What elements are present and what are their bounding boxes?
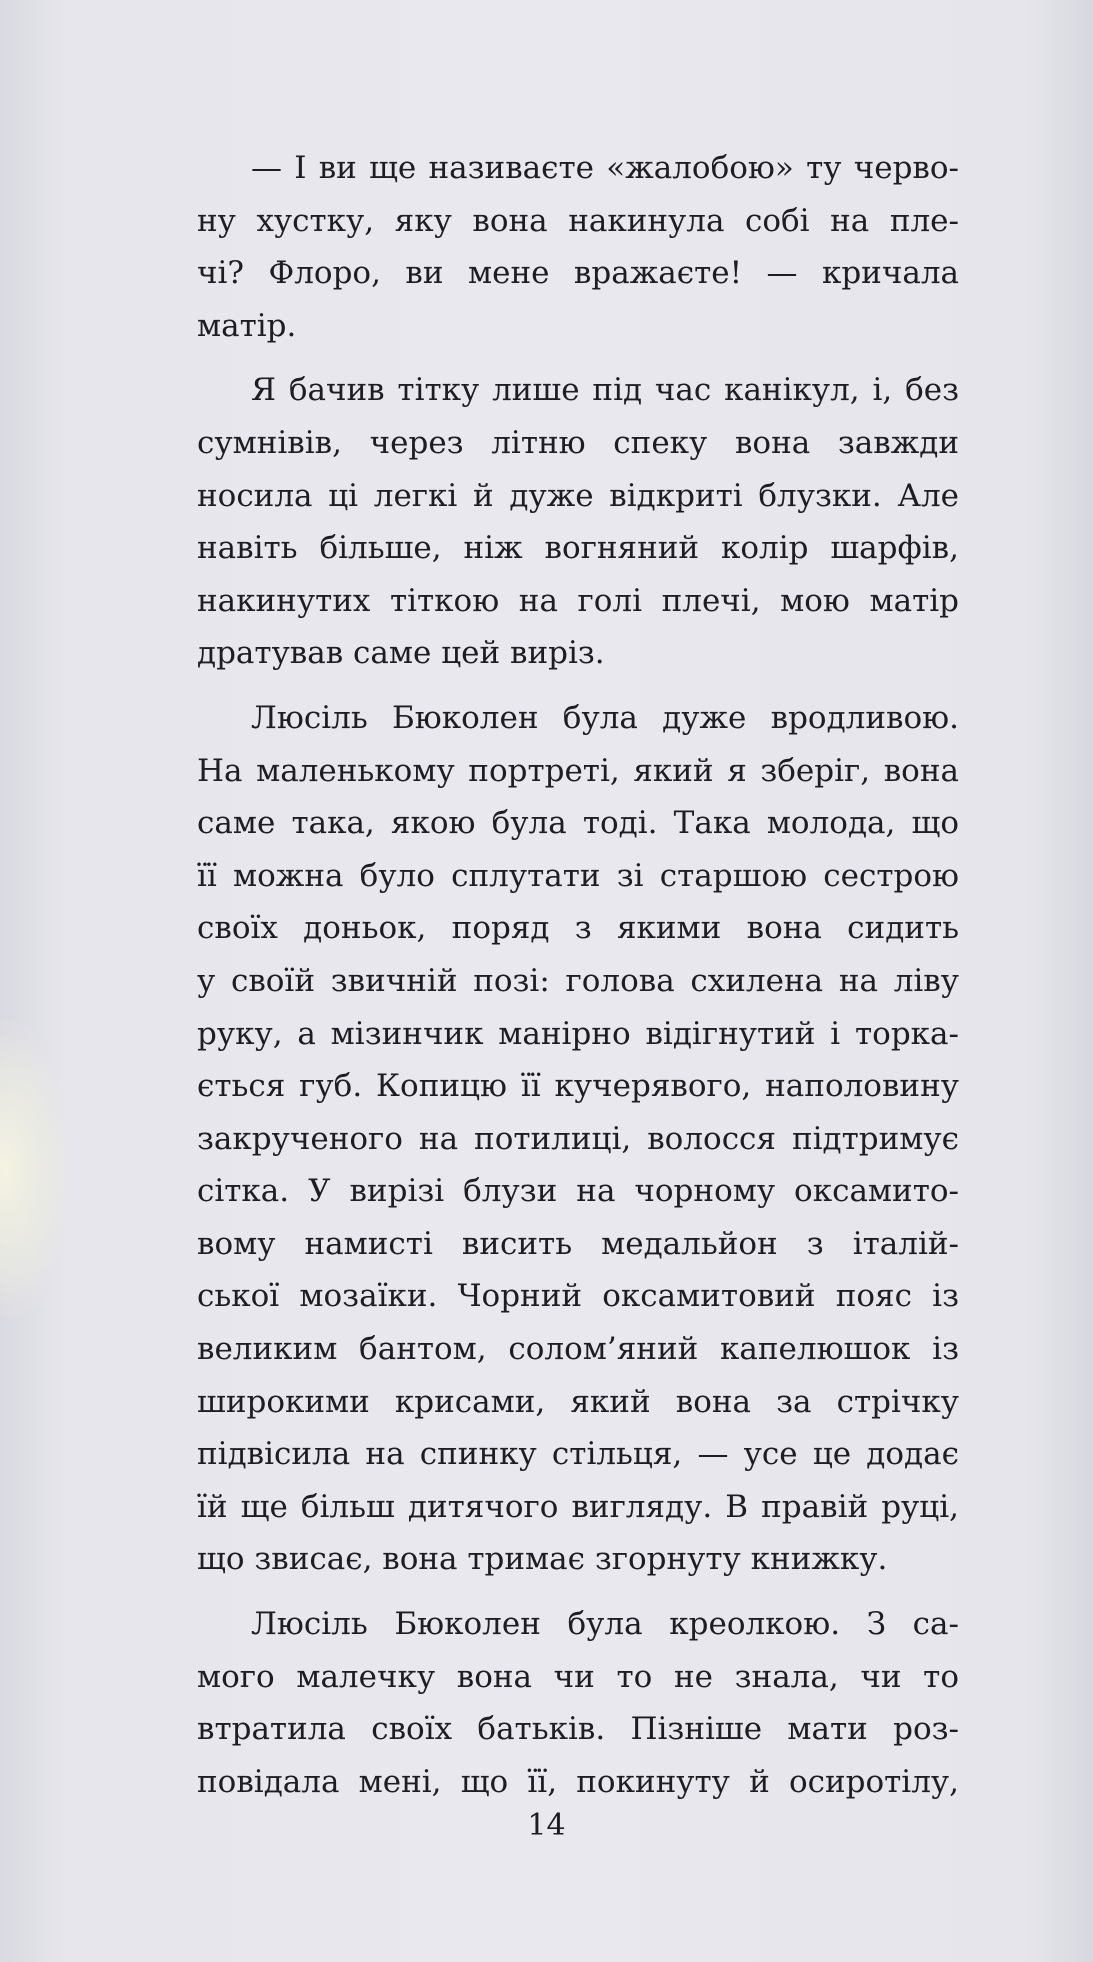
text-line: вому намисті висить медальйон з італій-: [197, 1225, 959, 1262]
light-reflection: [0, 1020, 70, 1320]
text-line: закрученого на потилиці, волосся підтримує: [197, 1120, 959, 1157]
text-line: що звисає, вона тримає згорнуту книжку.: [197, 1541, 888, 1578]
text-line: повідала мені, що її, покинуту й осиротілу,: [197, 1763, 959, 1800]
text-line: навіть більше, ніж вогняний колір шарфів,: [197, 530, 959, 567]
text-line: у своїй звичній позі: голова схилена на ліву: [197, 962, 959, 999]
text-line: саме така, якою була тоді. Така молода, що: [197, 805, 959, 842]
text-line: руку, а мізинчик манірно відігнутий і торка-: [197, 1015, 959, 1052]
text-line: великим бантом, солом’яний капелюшок із: [197, 1331, 959, 1368]
text-line: їй ще більш дитячого вигляду. В правій руці,: [197, 1488, 959, 1525]
text-line: Люсіль Бюколен була дуже вродливою.: [251, 699, 959, 736]
body-text: [197, 142, 959, 1808]
text-line: підвісила на спинку стільця, — усе це додає: [197, 1436, 959, 1473]
text-line: ну хустку, яку вона накинула собі на пле-: [197, 202, 959, 239]
text-line: мого малечку вона чи то не знала, чи то: [197, 1658, 959, 1695]
text-line: — І ви ще називаєте «жалобою» ту черво-: [251, 150, 959, 186]
text-line: втратила своїх батьків. Пізніше мати роз-: [197, 1711, 959, 1748]
text-line: дратував саме цей виріз.: [197, 635, 605, 672]
text-line: чі? Флоро, ви мене вражаєте! — кричала: [197, 255, 959, 292]
text-line: На маленькому портреті, який я зберіг, вона: [197, 752, 959, 789]
text-line: її можна було сплутати зі старшою сестрою: [197, 857, 959, 894]
text-line: Я бачив тітку лише під час канікул, і, без: [251, 372, 959, 409]
text-line: накинутих тіткою на голі плечі, мою матір: [197, 582, 959, 619]
text-line: сумнівів, через літню спеку вона завжди: [197, 424, 959, 461]
text-line: ється губ. Копицю її кучерявого, наполовину: [197, 1068, 959, 1105]
text-line: Люсіль Бюколен була креолкою. З са-: [251, 1606, 959, 1643]
text-line: матір.: [197, 307, 297, 344]
text-line: носила ці легкі й дуже відкриті блузки. Але: [197, 477, 959, 514]
text-line: своїх доньок, поряд з якими вона сидить: [197, 910, 959, 947]
text-line: сітка. У вирізі блузи на чорному оксамито-: [197, 1173, 959, 1210]
text-line: широкими крисами, який вона за стрічку: [197, 1383, 959, 1420]
page-number: 14: [527, 1808, 566, 1843]
text-line: ської мозаїки. Чорний оксамитовий пояс із: [197, 1278, 959, 1315]
